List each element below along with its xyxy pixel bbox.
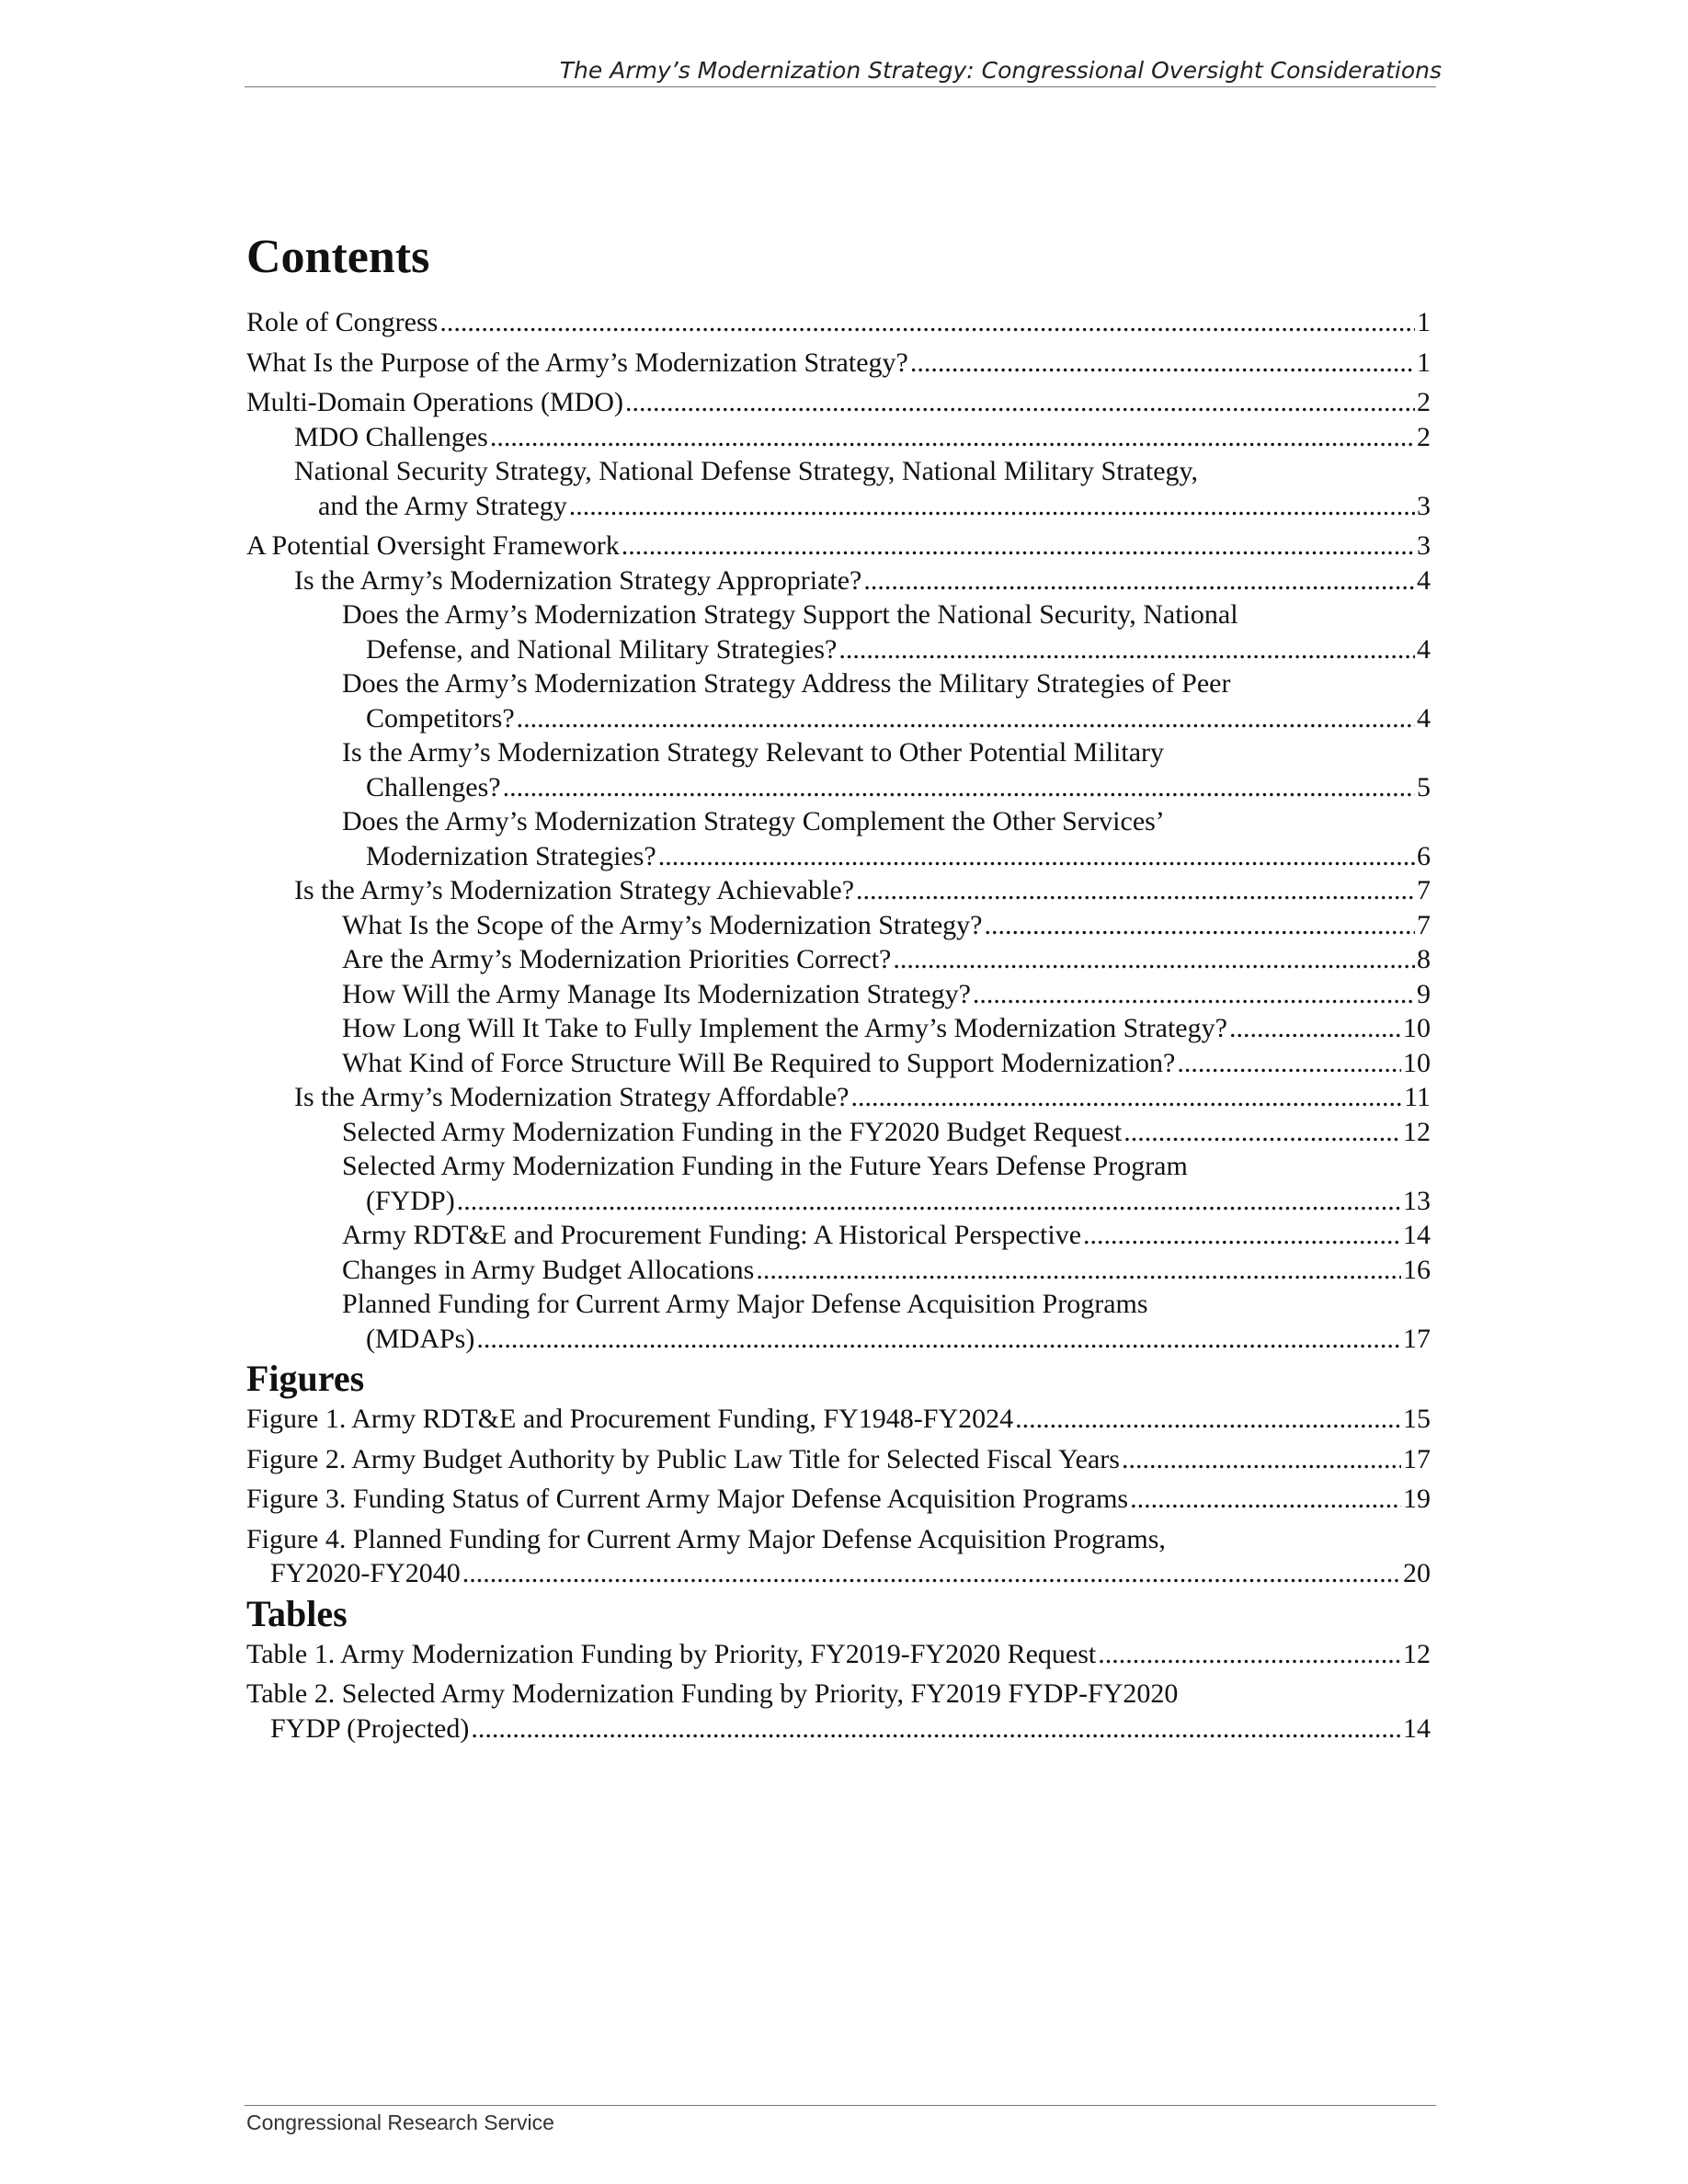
entry-label: How Will the Army Manage Its Modernization Strategy? (342, 978, 971, 1009)
dot-leader (462, 1556, 1401, 1591)
page-number: 19 (1403, 1484, 1431, 1514)
entry-label: (MDAPs) (366, 1323, 475, 1354)
dot-leader (476, 1322, 1401, 1357)
dot-leader (1177, 1046, 1401, 1081)
toc-page-body (246, 228, 1431, 1746)
footer-source: Congressional Research Service (246, 2110, 554, 2134)
dot-leader (985, 908, 1416, 943)
page-number: 14 (1403, 1712, 1431, 1744)
contents-entry[interactable] (246, 977, 1431, 1012)
contents-entry[interactable] (246, 1080, 1431, 1115)
entry-label: Figure 1. Army RDT&E and Procurement Funding, FY1948-FY2024 (246, 1404, 1014, 1434)
entry-final-line (342, 1184, 1431, 1219)
contents-entry[interactable] (246, 1287, 1431, 1356)
entry-final-line (342, 1011, 1431, 1046)
entry-label-line: Planned Funding for Current Army Major Defense Acquisition Programs (342, 1289, 1148, 1319)
entry-label: and the Army Strategy (318, 490, 567, 521)
entry-label: Selected Army Modernization Funding in the FY2020 Budget Request (342, 1116, 1123, 1147)
figure-entry[interactable] (246, 1522, 1431, 1591)
figure-entry[interactable] (246, 1402, 1431, 1437)
contents-entry[interactable] (246, 735, 1431, 804)
page-number: 6 (1417, 840, 1431, 871)
page-number: 7 (1417, 909, 1431, 940)
tables-list (246, 1637, 1431, 1746)
entry-final-line (342, 908, 1431, 943)
contents-entry[interactable] (246, 1218, 1431, 1253)
contents-entry[interactable] (246, 420, 1431, 455)
page-number: 15 (1403, 1404, 1431, 1434)
dot-leader (439, 305, 1415, 340)
entry-final-line (342, 1322, 1431, 1357)
page-number: 10 (1403, 1047, 1431, 1078)
contents-entry[interactable] (246, 305, 1431, 340)
entry-label: Figure 2. Army Budget Authority by Public Law Title for Selected Fiscal Years (246, 1443, 1120, 1474)
dot-leader (910, 346, 1415, 381)
entry-final-line (342, 632, 1431, 667)
entry-final-line (342, 1115, 1431, 1150)
entry-label-line: Figure 4. Planned Funding for Current Army Major Defense Acquisition Programs, (246, 1523, 1166, 1554)
table-entry[interactable] (246, 1637, 1431, 1672)
entry-label: What Is the Purpose of the Army’s Modernization Strategy? (246, 347, 908, 378)
entry-final-line (342, 770, 1431, 805)
dot-leader (1015, 1402, 1401, 1437)
entry-label: FY2020-FY2040 (270, 1558, 461, 1588)
entry-label-line: Table 2. Selected Army Modernization Funding by Priority, FY2019 FYDP-FY2020 (246, 1678, 1179, 1709)
dot-leader (1123, 1115, 1401, 1150)
entry-label-line: Does the Army’s Modernization Strategy Complement the Other Services’ (342, 806, 1165, 836)
page-number: 17 (1403, 1323, 1431, 1354)
figure-entry[interactable] (246, 1442, 1431, 1477)
dot-leader (625, 385, 1415, 420)
contents-entry[interactable] (246, 1253, 1431, 1288)
entry-label: How Long Will It Take to Fully Implement the Army’s Modernization Strategy? (342, 1013, 1227, 1043)
figures-list (246, 1402, 1431, 1591)
dot-leader (471, 1712, 1401, 1746)
entry-label: Multi-Domain Operations (MDO) (246, 387, 623, 417)
entry-final-line (294, 489, 1431, 524)
entry-final-line (246, 1712, 1431, 1746)
entry-final-line (246, 529, 1431, 563)
contents-entry[interactable] (246, 1115, 1431, 1150)
page-number: 1 (1417, 307, 1431, 337)
page-number: 2 (1417, 421, 1431, 452)
entry-final-line (294, 420, 1431, 455)
page-number: 3 (1417, 490, 1431, 521)
page-number: 13 (1403, 1185, 1431, 1216)
page-number: 4 (1417, 702, 1431, 734)
figures-title: Figures (246, 1358, 365, 1399)
entry-label: Are the Army’s Modernization Priorities Correct? (342, 944, 892, 974)
dot-leader (457, 1184, 1401, 1219)
dot-leader (1130, 1482, 1401, 1517)
entry-final-line (294, 873, 1431, 908)
entry-final-line (246, 385, 1431, 420)
entry-label: Competitors? (366, 702, 515, 734)
dot-leader (756, 1253, 1401, 1288)
entry-label: Army RDT&E and Procurement Funding: A Historical Perspective (342, 1220, 1082, 1250)
dot-leader (658, 839, 1415, 874)
entry-label: FYDP (Projected) (270, 1712, 470, 1744)
contents-entry[interactable] (246, 873, 1431, 908)
entry-label: Role of Congress (246, 307, 439, 337)
dot-leader (850, 1080, 1402, 1115)
dot-leader (569, 489, 1415, 524)
page-number: 3 (1417, 530, 1431, 561)
entry-final-line (246, 1442, 1431, 1477)
entry-label-line: Does the Army’s Modernization Strategy Address the Military Strategies of Peer (342, 668, 1231, 699)
dot-leader (622, 529, 1415, 563)
dot-leader (838, 632, 1415, 667)
page-number: 12 (1403, 1638, 1431, 1669)
entry-label-line: National Security Strategy, National Defense Strategy, National Military Strategy, (294, 456, 1199, 486)
entry-final-line (342, 1046, 1431, 1081)
contents-entry[interactable] (246, 529, 1431, 563)
dot-leader (517, 701, 1415, 736)
page-number: 4 (1417, 564, 1431, 596)
page-number: 12 (1403, 1116, 1431, 1147)
contents-entry[interactable] (246, 1046, 1431, 1081)
dot-leader (1122, 1442, 1401, 1477)
entry-final-line (246, 1482, 1431, 1517)
contents-entry[interactable] (246, 1149, 1431, 1218)
dot-leader (863, 563, 1415, 598)
dot-leader (1083, 1218, 1401, 1253)
entry-label-line: Does the Army’s Modernization Strategy Support the National Security, National (342, 599, 1238, 630)
contents-entry[interactable] (246, 804, 1431, 873)
contents-list (246, 305, 1431, 1356)
entry-label: (FYDP) (366, 1185, 455, 1216)
dot-leader (503, 770, 1415, 805)
contents-entry[interactable] (246, 1011, 1431, 1046)
entry-final-line (294, 1080, 1431, 1115)
page-number: 5 (1417, 771, 1431, 802)
dot-leader (1098, 1637, 1401, 1672)
page-number: 2 (1417, 387, 1431, 417)
table-entry[interactable] (246, 1677, 1431, 1746)
contents-entry[interactable] (246, 346, 1431, 381)
page-number: 10 (1403, 1013, 1431, 1043)
entry-label-line: Is the Army’s Modernization Strategy Relevant to Other Potential Military (342, 737, 1164, 768)
entry-label: Defense, and National Military Strategies? (366, 633, 838, 665)
page-number: 8 (1417, 944, 1431, 974)
entry-final-line (342, 942, 1431, 977)
entry-final-line (342, 701, 1431, 736)
dot-leader (973, 977, 1415, 1012)
page-number: 16 (1403, 1254, 1431, 1285)
dot-leader (490, 420, 1415, 455)
page-number: 9 (1417, 978, 1431, 1009)
tables-title: Tables (246, 1592, 348, 1634)
entry-label: Is the Army’s Modernization Strategy Achievable? (294, 875, 855, 905)
entry-label: Modernization Strategies? (366, 840, 656, 871)
entry-label: A Potential Oversight Framework (246, 530, 620, 561)
contents-entry[interactable] (246, 597, 1431, 666)
figure-entry[interactable] (246, 1482, 1431, 1517)
contents-entry[interactable] (246, 908, 1431, 943)
entry-label: MDO Challenges (294, 421, 488, 452)
entry-label: Changes in Army Budget Allocations (342, 1254, 755, 1285)
page-number: 20 (1403, 1558, 1431, 1588)
page-number: 11 (1404, 1082, 1431, 1112)
entry-label: Is the Army’s Modernization Strategy Appropriate? (294, 564, 862, 596)
contents-entry[interactable] (246, 942, 1431, 977)
entry-final-line (246, 305, 1431, 340)
entry-label: Figure 3. Funding Status of Current Army Major Defense Acquisition Programs (246, 1484, 1129, 1514)
entry-final-line (246, 346, 1431, 381)
entry-label-line: Selected Army Modernization Funding in the Future Years Defense Program (342, 1151, 1188, 1181)
page-number: 7 (1417, 875, 1431, 905)
contents-title: Contents (246, 231, 430, 283)
header-rule (245, 86, 1436, 87)
entry-final-line (342, 839, 1431, 874)
page-number: 1 (1417, 347, 1431, 378)
dot-leader (856, 873, 1415, 908)
entry-final-line (342, 1253, 1431, 1288)
dot-leader (1229, 1011, 1401, 1046)
entry-final-line (246, 1637, 1431, 1672)
running-header: The Army’s Modernization Strategy: Congressional Oversight Considerations (559, 57, 1442, 84)
page-number: 17 (1403, 1443, 1431, 1474)
dot-leader (893, 942, 1415, 977)
entry-label: What Kind of Force Structure Will Be Required to Support Modernization? (342, 1047, 1176, 1078)
page-number: 14 (1403, 1220, 1431, 1250)
entry-label: Table 1. Army Modernization Funding by Priority, FY2019-FY2020 Request (246, 1638, 1097, 1669)
entry-label: Is the Army’s Modernization Strategy Affordable? (294, 1082, 850, 1112)
footer-rule (245, 2105, 1436, 2106)
entry-final-line (342, 1218, 1431, 1253)
entry-final-line (342, 977, 1431, 1012)
contents-entry[interactable] (246, 385, 1431, 420)
contents-entry[interactable] (246, 666, 1431, 735)
entry-final-line (294, 563, 1431, 598)
entry-final-line (246, 1556, 1431, 1591)
entry-label: Challenges? (366, 771, 501, 802)
entry-final-line (246, 1402, 1431, 1437)
entry-label: What Is the Scope of the Army’s Modernization Strategy? (342, 909, 983, 940)
contents-entry[interactable] (246, 454, 1431, 523)
page-number: 4 (1417, 633, 1431, 665)
contents-entry[interactable] (246, 563, 1431, 598)
